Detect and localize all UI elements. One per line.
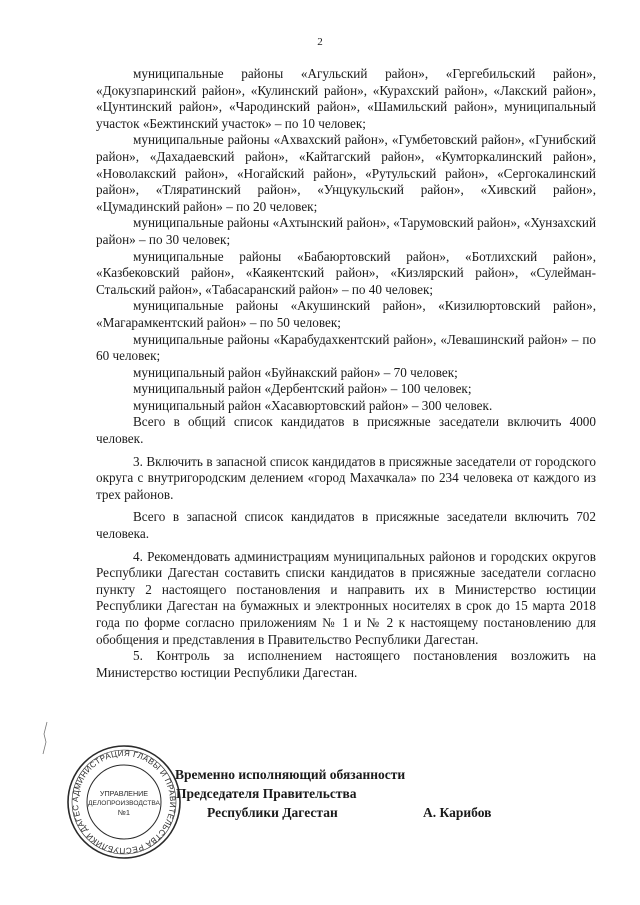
seal-center-line-2: ДЕЛОПРОИЗВОДСТВА [88,800,160,807]
signatory-name: А. Карибов [423,805,492,820]
paragraph-total-reserve: Всего в запасной список кандидатов в присяжные заседатели включить 702 человека. [96,509,596,542]
seal-center-line-1: УПРАВЛЕНИЕ [99,789,149,798]
paragraph-districts-40: муниципальные районы «Бабаюртовский район», «Ботлихский район», «Казбековский район», «Каякентский район», «Кизлярский район», «Сулейман-Стальский район», «Табасаранский район» – по 40 человек; [96,248,596,297]
official-seal [64,742,184,862]
paragraph-districts-30: муниципальные районы «Ахтынский район», «Тарумовский район», «Хунзахский район» – по 30 человек; [96,215,596,247]
paragraph-khasavyurt: муниципальный район «Хасавюртовский район» – 300 человек. [133,397,493,413]
paragraph-districts-10: муниципальные районы «Агульский район», «Гергебильский район», «Докузпаринский район», «Кулинский район», «Курахский район», «Лакский район», «Цунтинский район», «Чародинский район», «Шамильский район», муниципальный участок «Бежтинский участок» – по 10 человек; [96,66,596,131]
paragraph-item-5: 5. Контроль за исполнением настоящего постановления возложить на Министерство юстиции Республики Дагестан. [96,648,596,680]
page-number: 2 [317,36,323,48]
seal-ring-text: АДМИНИСТРАЦИЯ ГЛАВЫ И ПРАВИТЕЛЬСТВА РЕСПУБЛИКИ ДАГЕС [70,748,178,856]
paragraph-districts-50: муниципальные районы «Акушинский район», «Кизилюртовский район», «Магарамкентский район» – по 50 человек; [96,298,596,330]
paragraph-item-3: 3. Включить в запасной список кандидатов в присяжные заседатели от городского округа с внутригородским делением «город Махачкала» по 234 человека от каждого из трех районов. [96,453,596,502]
margin-mark-icon [40,720,50,760]
paragraph-total-general: Всего в общий список кандидатов в присяжные заседатели включить 4000 человек. [96,414,596,447]
paragraph-item-4: 4. Рекомендовать администрациям муниципальных районов и городских округов Республики Дагестан составить списки кандидатов в присяжные заседатели согласно пункту 2 настоящего постановления и направить их в Министерство юстиции Республики Дагестан на бумажных и электронных носителях в срок до 15 марта 2018 года по форме согласно приложениям № 1 и № 2 к настоящему постановлению для обобщения и представления в Правительство Республики Дагестан. [96,548,596,647]
seal-center-line-3: №1 [117,808,131,817]
signature-title-line-3: Республики Дагестан [207,805,338,820]
paragraph-buynaksk: муниципальный район «Буйнакский район» – 70 человек; [133,364,458,380]
document-body [96,66,596,681]
paragraph-derbent: муниципальный район «Дербентский район» – 100 человек; [133,381,472,397]
paragraph-districts-60: муниципальные районы «Карабудахкентский район», «Левашинский район» – по 60 человек; [96,331,596,364]
paragraph-districts-20: муниципальные районы «Ахвахский район», «Гумбетовский район», «Гунибский район», «Дахадаевский район», «Кайтагский район», «Кумторкалинский район», «Новолакский район», «Ногайский район», «Рутульский район», «Сергокалинский район», «Тляратинский район», «Унцукульский район», «Хивский район», «Цумадинский район» – по 20 человек; [96,132,596,214]
signature-title-line-2: Председателя Правительства [176,786,357,801]
signature-title-line-1: Временно исполняющий обязанности [175,767,406,782]
